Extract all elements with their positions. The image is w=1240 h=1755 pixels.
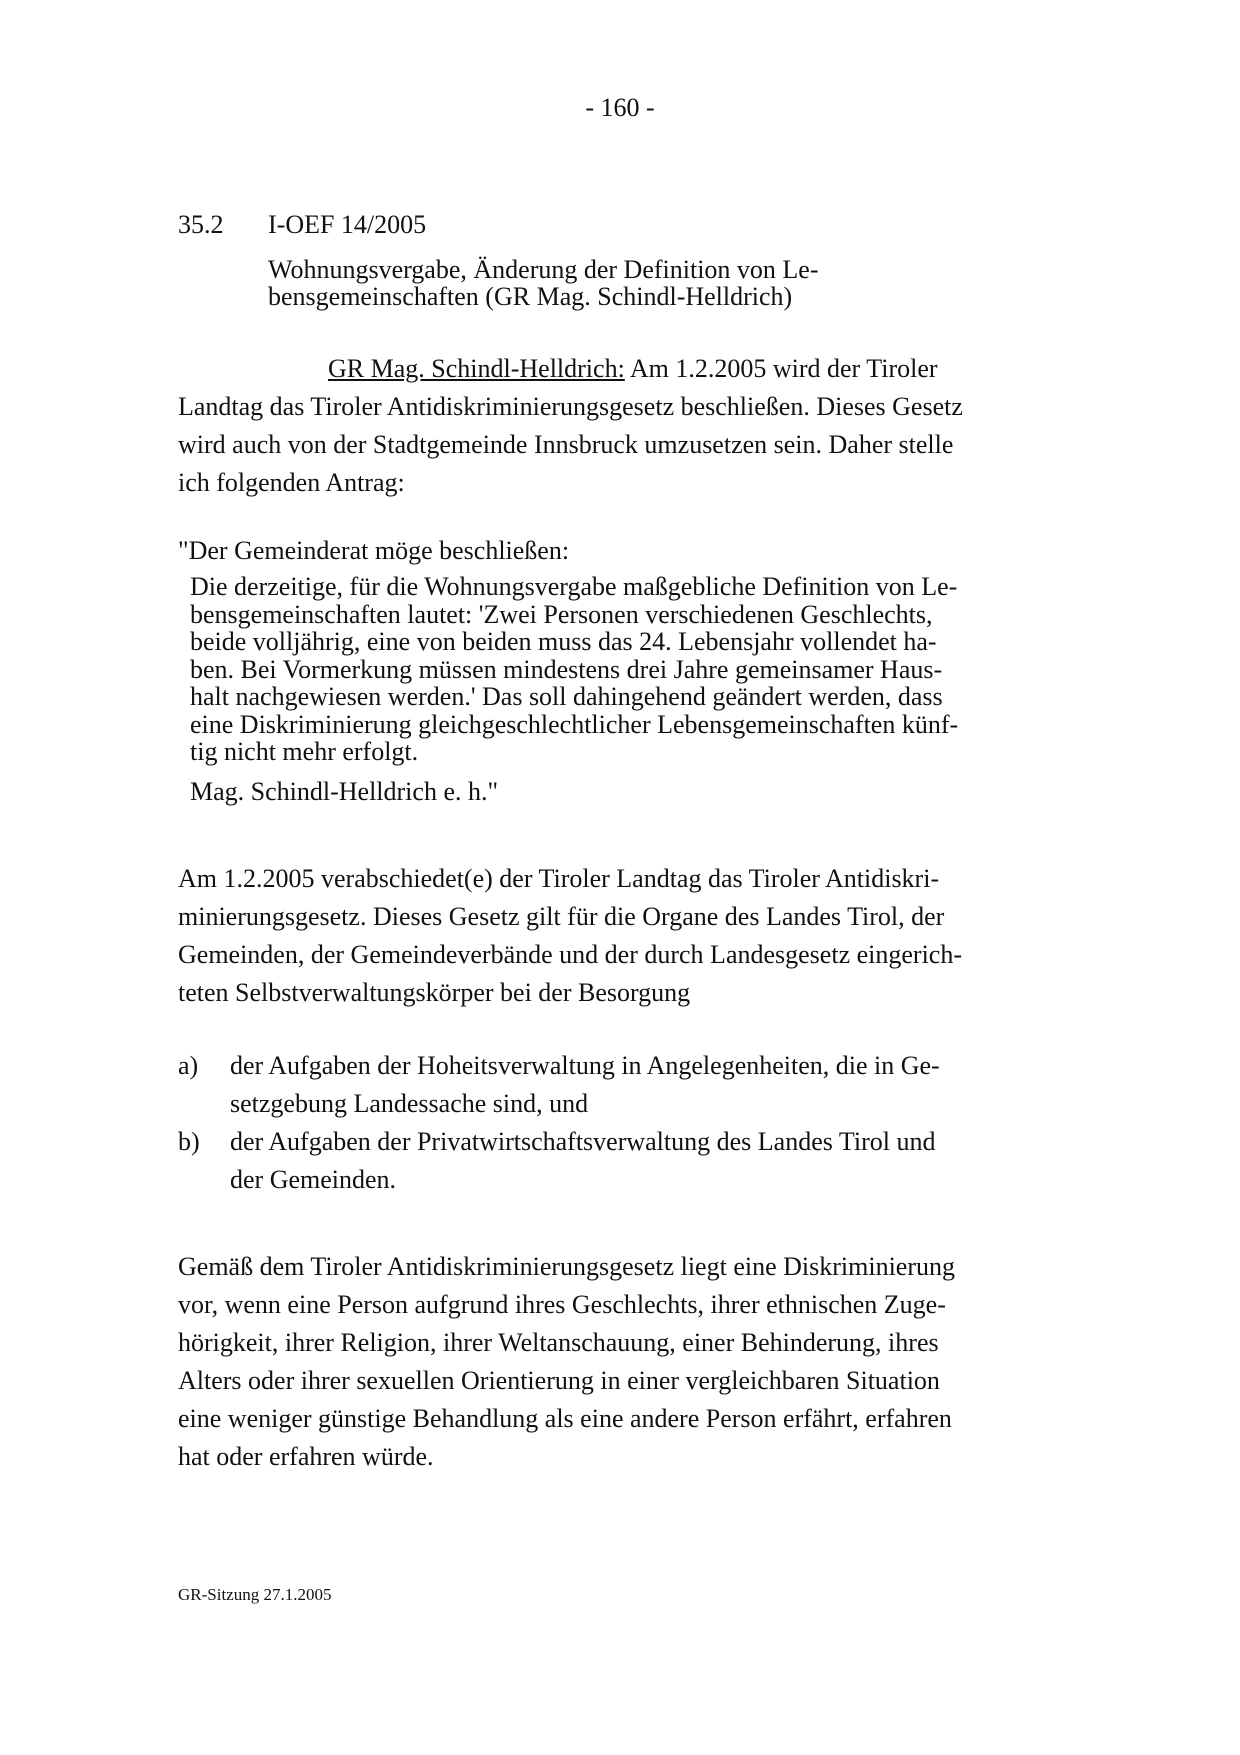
list-item-line: der Aufgaben der Privatwirtschaftsverwaltung des Landes Tirol und <box>230 1127 936 1156</box>
paragraph-line: Gemäß dem Tiroler Antidiskriminierungsgesetz liegt eine Diskriminierung <box>178 1252 955 1281</box>
list-item <box>178 1123 1064 1199</box>
page-number: - 160 - <box>585 93 655 122</box>
agenda-item-title-line: bensgemeinschaften (GR Mag. Schindl-Helldrich) <box>268 282 793 311</box>
speech-first-line-text: Am 1.2.2005 wird der Tiroler <box>624 354 938 383</box>
motion-line: halt nachgewiesen werden.' Das soll dahingehend geändert werden, dass <box>190 682 943 711</box>
paragraph-line: minierungsgesetz. Dieses Gesetz gilt für die Organe des Landes Tirol, der <box>178 902 945 931</box>
paragraph-law-scope <box>178 860 1064 1012</box>
paragraph-line: Gemeinden, der Gemeindeverbände und der durch Landesgesetz eingerich- <box>178 940 962 969</box>
motion-line: tig nicht mehr erfolgt. <box>190 737 419 766</box>
motion-body <box>190 573 1064 766</box>
agenda-item-code: I-OEF 14/2005 <box>268 210 427 239</box>
speech-line: ich folgenden Antrag: <box>178 468 405 497</box>
speech-first-line <box>178 350 1064 388</box>
list-marker: b) <box>178 1127 200 1156</box>
paragraph-line: hat oder erfahren würde. <box>178 1442 434 1471</box>
paragraph-line: hörigkeit, ihrer Religion, ihrer Weltanschauung, einer Behinderung, ihres <box>178 1328 939 1357</box>
motion-line: eine Diskriminierung gleichgeschlechtlicher Lebensgemeinschaften künf- <box>190 709 959 739</box>
speech-paragraph <box>178 350 1064 502</box>
list-item-line: setzgebung Landessache sind, und <box>230 1089 589 1118</box>
motion-line: ben. Bei Vormerkung müssen mindestens drei Jahre gemeinsamer Haus- <box>190 654 943 684</box>
motion-line: bensgemeinschaften lautet: 'Zwei Personen verschiedenen Geschlechts, <box>190 599 933 629</box>
motion-signature: Mag. Schindl-Helldrich e. h." <box>190 777 499 806</box>
speaker-name: GR Mag. Schindl-Helldrich: <box>328 354 625 383</box>
motion-intro: "Der Gemeinderat möge beschließen: <box>178 536 570 565</box>
footer-session-date: GR-Sitzung 27.1.2005 <box>178 1585 332 1604</box>
motion-line: beide volljährig, eine von beiden muss das 24. Lebensjahr vollendet ha- <box>190 627 937 656</box>
scope-list <box>178 1047 1064 1199</box>
agenda-item-title <box>268 256 908 310</box>
speech-line: wird auch von der Stadtgemeinde Innsbruck umzusetzen sein. Daher stelle <box>178 430 954 459</box>
list-marker: a) <box>178 1051 199 1080</box>
agenda-item-number: 35.2 <box>178 210 224 239</box>
list-item-line: der Gemeinden. <box>230 1165 397 1194</box>
list-item-line: der Aufgaben der Hoheitsverwaltung in Angelegenheiten, die in Ge- <box>230 1051 940 1080</box>
paragraph-line: vor, wenn eine Person aufgrund ihres Geschlechts, ihrer ethnischen Zuge- <box>178 1290 946 1319</box>
paragraph-line: Alters oder ihrer sexuellen Orientierung in einer vergleichbaren Situation <box>178 1366 940 1395</box>
paragraph-line: teten Selbstverwaltungskörper bei der Besorgung <box>178 978 691 1007</box>
paragraph-line: Am 1.2.2005 verabschiedet(e) der Tiroler Landtag das Tiroler Antidiskri- <box>178 864 940 893</box>
list-item <box>178 1047 1064 1123</box>
agenda-item-title-line: Wohnungsvergabe, Änderung der Definition von Le- <box>268 255 819 284</box>
motion-line: Die derzeitige, für die Wohnungsvergabe maßgebliche Definition von Le- <box>190 572 958 601</box>
paragraph-line: eine weniger günstige Behandlung als eine andere Person erfährt, erfahren <box>178 1404 952 1433</box>
speech-line: Landtag das Tiroler Antidiskriminierungsgesetz beschließen. Dieses Gesetz <box>178 392 963 421</box>
paragraph-discrimination-definition <box>178 1248 1064 1476</box>
